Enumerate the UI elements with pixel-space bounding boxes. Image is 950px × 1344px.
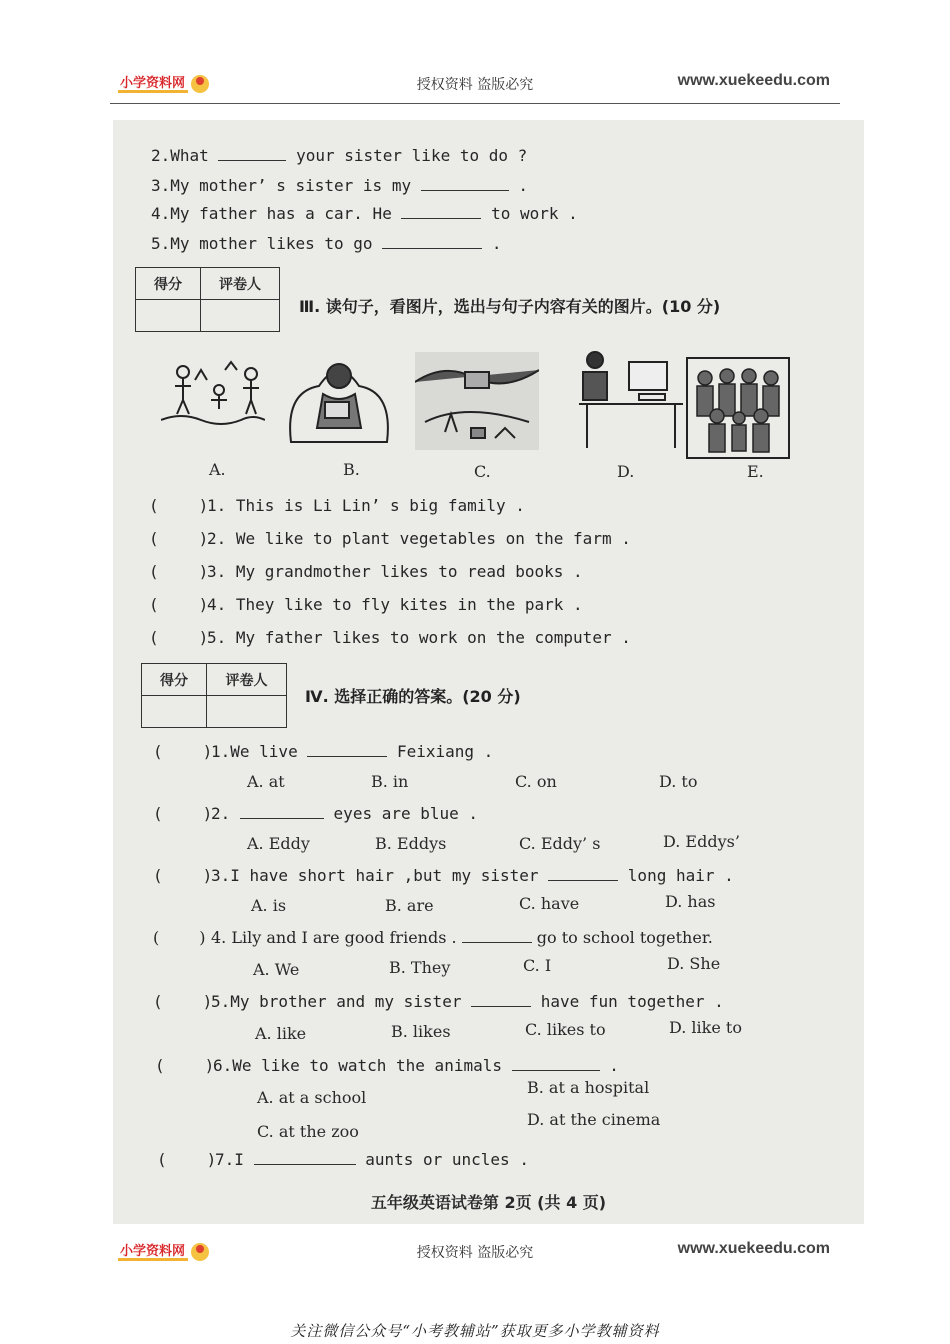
picture-b-grandmother-reading [285,354,393,446]
option-2b[interactable]: B. Eddys [375,834,447,853]
score-label: 得分 [142,664,207,695]
answer-bracket[interactable]: ( ) [149,628,209,647]
option-2d[interactable]: D. Eddys’ [663,832,740,851]
score-box [135,267,280,332]
choice-question-3: ( )3.I have short hair ,but my sister long hair . [153,866,734,885]
picture-label-c: C. [474,462,491,481]
site-url[interactable]: www.xuekeedu.com [677,1240,830,1257]
option-3d[interactable]: D. has [665,892,716,911]
matching-item-4: ( )4. They like to fly kites in the park . [149,595,583,614]
fill-line-3: 3.My mother’ s sister is my . [151,176,529,195]
grader-cell[interactable] [207,696,286,727]
picture-label-a: A. [209,460,226,479]
answer-blank[interactable] [512,1056,600,1071]
option-6d[interactable]: D. at the cinema [527,1110,661,1129]
choice-question-5: ( )5.My brother and my sister have fun together . [153,992,724,1011]
grader-label: 评卷人 [219,276,261,293]
score-cell[interactable] [136,300,201,331]
grader-cell[interactable] [201,300,279,331]
option-4d[interactable]: D. She [667,954,721,973]
option-3a[interactable]: A. is [251,896,287,915]
option-2a[interactable]: A. Eddy [247,834,310,853]
option-5a[interactable]: A. like [255,1024,307,1043]
answer-bracket[interactable]: ( ) [149,529,209,548]
page-footer-banner [110,1236,840,1272]
picture-d-computer [569,348,693,452]
score-cell[interactable] [142,696,207,727]
option-4c[interactable]: C. I [523,956,552,975]
option-6a[interactable]: A. at a school [257,1088,367,1107]
score-box [141,663,287,728]
matching-item-2: ( )2. We like to plant vegetables on the farm . [149,529,631,548]
option-1d[interactable]: D. to [659,772,698,791]
answer-bracket[interactable]: ( ) [153,804,213,823]
score-label: 得分 [136,268,201,299]
fill-line-4: 4.My father has a car. He to work . [151,204,578,223]
answer-blank[interactable] [471,992,531,1007]
answer-bracket[interactable]: ( ) [153,928,206,947]
page-header [110,68,840,104]
answer-bracket[interactable]: ( ) [153,742,213,761]
option-2c[interactable]: C. Eddy’ s [519,834,601,853]
option-6c[interactable]: C. at the zoo [257,1122,359,1141]
picture-a-farm [161,360,265,434]
option-1a[interactable]: A. at [247,772,285,791]
matching-item-5: ( )5. My father likes to work on the computer . [149,628,631,647]
answer-bracket[interactable]: ( ) [149,496,209,515]
picture-label-e: E. [747,462,764,481]
answer-blank[interactable] [421,176,509,191]
answer-blank[interactable] [254,1150,356,1165]
choice-question-4: ( ) 4. Lily and I are good friends . go to school together. [153,928,713,947]
answer-bracket[interactable]: ( ) [149,562,209,581]
answer-blank[interactable] [401,204,481,219]
answer-bracket[interactable]: ( ) [157,1150,217,1169]
matching-item-1: ( )1. This is Li Lin’ s big family . [149,496,525,515]
copyright-notice: 授权资料 盗版必究 [416,1245,534,1261]
option-3c[interactable]: C. have [519,894,580,913]
site-url[interactable]: www.xuekeedu.com [677,72,830,89]
choice-question-1: ( )1.We live Feixiang . [153,742,494,761]
option-1c[interactable]: C. on [515,772,557,791]
answer-blank[interactable] [462,928,532,943]
answer-blank[interactable] [307,742,387,757]
choice-question-6: ( )6.We like to watch the animals . [155,1056,619,1075]
picture-e-big-family [685,356,791,460]
copyright-notice: 授权资料 盗版必究 [416,77,534,93]
answer-bracket[interactable]: ( ) [153,992,213,1011]
option-5c[interactable]: C. likes to [525,1020,606,1039]
choice-question-2: ( )2. eyes are blue . [153,804,479,823]
section-3-title: Ⅲ. 读句子，看图片，选出与句子内容有关的图片。(10 分) [299,297,721,316]
answer-blank[interactable] [240,804,324,819]
picture-label-d: D. [617,462,635,481]
header-divider [110,103,840,104]
answer-bracket[interactable]: ( ) [149,595,209,614]
choice-question-7: ( )7.I aunts or uncles . [157,1150,529,1169]
grader-label: 评卷人 [225,672,268,689]
option-1b[interactable]: B. in [371,772,409,791]
picture-label-b: B. [343,460,360,479]
section-4-title: Ⅳ. 选择正确的答案。(20 分) [305,687,521,706]
answer-blank[interactable] [382,234,482,249]
answer-bracket[interactable]: ( ) [155,1056,215,1075]
svg-text:小学资料网: 小学资料网 [120,76,186,91]
fill-line-5: 5.My mother likes to go . [151,234,502,253]
matching-item-3: ( )3. My grandmother likes to read books . [149,562,583,581]
page-number-footer: 五年级英语试卷第 2页 (共 4 页) [370,1193,607,1212]
picture-c-park [415,352,539,450]
option-3b[interactable]: B. are [385,896,434,915]
answer-blank[interactable] [548,866,618,881]
option-5b[interactable]: B. likes [391,1022,451,1041]
option-5d[interactable]: D. like to [669,1018,742,1037]
option-4b[interactable]: B. They [389,958,451,977]
option-6b[interactable]: B. at a hospital [527,1078,650,1097]
svg-text:小学资料网: 小学资料网 [120,1244,186,1259]
exam-page-photo [113,120,864,1224]
answer-blank[interactable] [218,146,286,161]
option-4a[interactable]: A. We [253,960,300,979]
answer-bracket[interactable]: ( ) [153,866,213,885]
fill-line-2: 2.What your sister like to do ? [151,146,528,165]
promo-text: 关注微信公众号“小考教辅站”获取更多小学教辅资料 [290,1322,660,1340]
